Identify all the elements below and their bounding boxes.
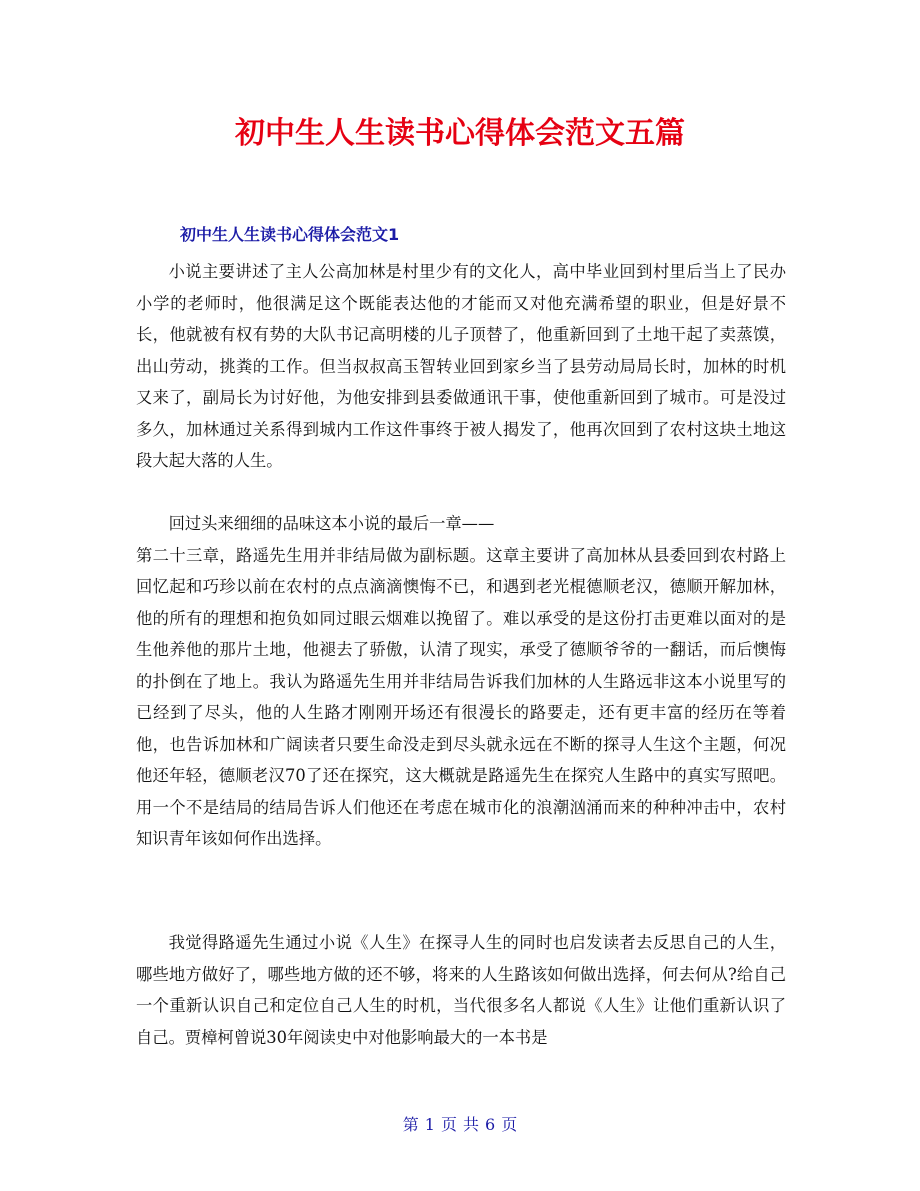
body-paragraph-3: 我觉得路遥先生通过小说《人生》在探寻人生的同时也启发读者去反思自己的人生，哪些地方做好了，哪些地方做的还不够，将来的人生路该如何做出选择，何去何从?给自己一个重新认识自己和定位自己人生的时机，当代很多名人都说《人生》让他们重新认识了自己。贾樟柯曾说30年阅读史中对他影响最大的一本书是	[136, 933, 786, 1047]
section-heading: 初中生人生读书心得体会范文1	[180, 225, 400, 244]
footer-page-number: 1	[424, 1115, 435, 1134]
paragraph-2-body: 第二十三章，路遥先生用并非结局做为副标题。这章主要讲了高加林从县委回到农村路上回忆起和巧珍以前在农村的点点滴滴懊悔不已，和遇到老光棍德顺老汉，德顺开解加林，他的所有的理想和抱负如同过眼云烟难以挽留了。难以承受的是这份打击更难以面对的是生他养他的那片土地，他褪去了骄傲，认清了现实，承受了德顺爷爷的一翻话，而后懊悔的扑倒在了地上。我认为路遥先生用并非结局告诉我们加林的人生路远非这本小说里写的已经到了尽头，他的人生路才刚刚开场还有很漫长的路要走，还有更丰富的经历在等着他，也告诉加林和广阔读者只要生命没走到尽头就永远在不断的探寻人生这个主题，何况他还年轻，德顺老汉70了还在探究，这大概就是路遥先生在探究人生路中的真实写照吧。用一个不是结局的结局告诉人们他还在考虑在城市化的浪潮汹涌而来的种种冲击中，农村知识青年该如何作出选择。	[136, 545, 786, 848]
document-title: 初中生人生读书心得体会范文五篇	[235, 116, 685, 151]
footer-prefix: 第	[402, 1115, 419, 1134]
body-paragraph-1: 小说主要讲述了主人公高加林是村里少有的文化人，高中毕业回到村里后当上了民办小学的老师时，他很满足这个既能表达他的才能而又对他充满希望的职业，但是好景不长，他就被有权有势的大队书记高明楼的儿子顶替了，他重新回到了土地干起了卖蒸馍，出山劳动，挑粪的工作。但当叔叔高玉智转业回到家乡当了县劳动局局长时，加林的时机又来了，副局长为讨好他，为他安排到县委做通讯干事，使他重新回到了城市。可是没过多久，加林通过关系得到城内工作这件事终于被人揭发了，他再次回到了农村这块土地这段大起大落的人生。	[136, 262, 786, 470]
footer-page-label: 页	[440, 1115, 457, 1134]
footer-suffix: 页	[501, 1115, 518, 1134]
page-footer	[0, 1113, 920, 1137]
paragraph-2-lead: 回过头来细细的品味这本小说的最后一章——	[168, 514, 495, 533]
body-paragraph-2	[136, 508, 786, 855]
footer-total-pages: 6	[485, 1115, 496, 1134]
footer-total-label: 共	[463, 1115, 480, 1134]
